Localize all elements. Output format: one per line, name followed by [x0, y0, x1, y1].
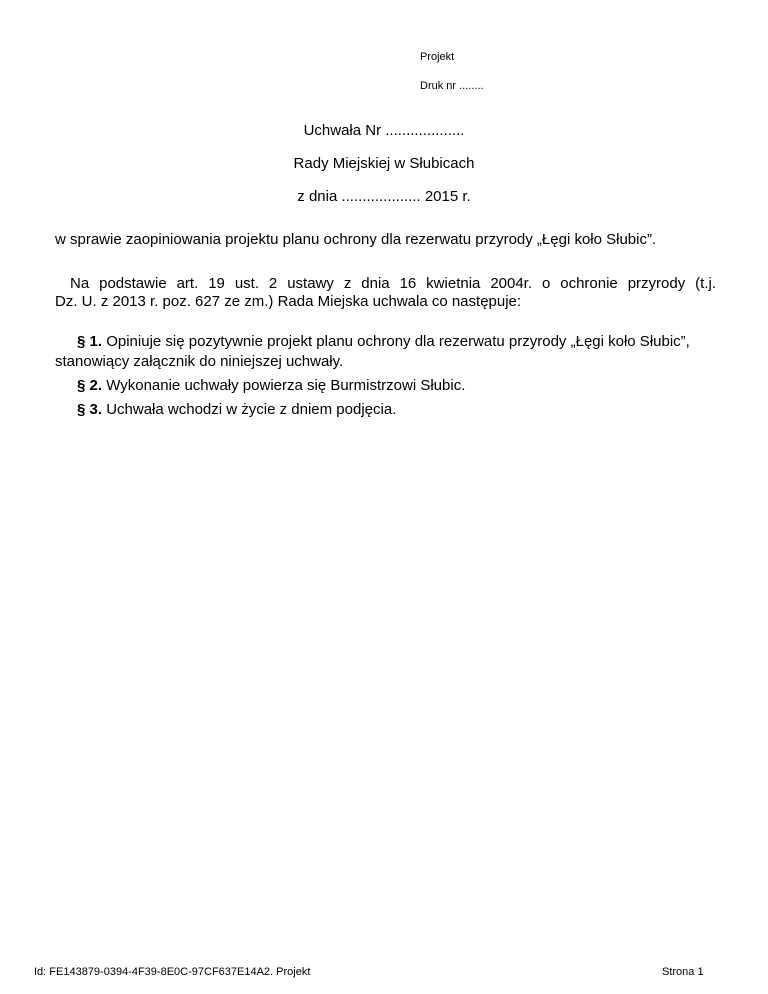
- preamble-line-2: Dz. U. z 2013 r. poz. 627 ze zm.) Rada Miejska uchwala co następuje:: [55, 293, 522, 310]
- paragraph-2-mark: § 2.: [77, 377, 103, 394]
- paragraph-1-continuation: stanowiący załącznik do niniejszej uchwały.: [55, 353, 344, 370]
- resolution-number: Uchwała Nr ...................: [303, 122, 465, 139]
- document-id: Id: FE143879-0394-4F39-8E0C-97CF637E14A2. Projekt: [34, 966, 311, 978]
- resolution-date: z dnia ................... 2015 r.: [297, 188, 471, 205]
- paragraph-2-text: Wykonanie uchwały powierza się Burmistrzowi Słubic.: [106, 377, 466, 394]
- paragraph-3-mark: § 3.: [77, 401, 103, 418]
- paragraph-1-text: Opiniuje się pozytywnie projekt planu ochrony dla rezerwatu przyrody „Łęgi koło Słubic”,: [106, 333, 690, 350]
- paragraph-2: [77, 377, 727, 395]
- paragraph-1-mark: § 1.: [77, 333, 103, 350]
- print-number: Druk nr ........: [420, 80, 484, 92]
- paragraph-3-text: Uchwała wchodzi w życie z dniem podjęcia.: [106, 401, 397, 418]
- page-number: Strona 1: [662, 966, 704, 978]
- council-name: Rady Miejskiej w Słubicach: [293, 155, 475, 172]
- resolution-subject: w sprawie zaopiniowania projektu planu ochrony dla rezerwatu przyrody „Łęgi koło Słubic”.: [55, 231, 657, 248]
- paragraph-3: [77, 401, 727, 419]
- paragraph-1: [77, 333, 727, 351]
- preamble-line-1: Na podstawie art. 19 ust. 2 ustawy z dnia 16 kwietnia 2004r. o ochronie przyrody (t.j.: [70, 275, 716, 292]
- project-label: Projekt: [420, 51, 455, 63]
